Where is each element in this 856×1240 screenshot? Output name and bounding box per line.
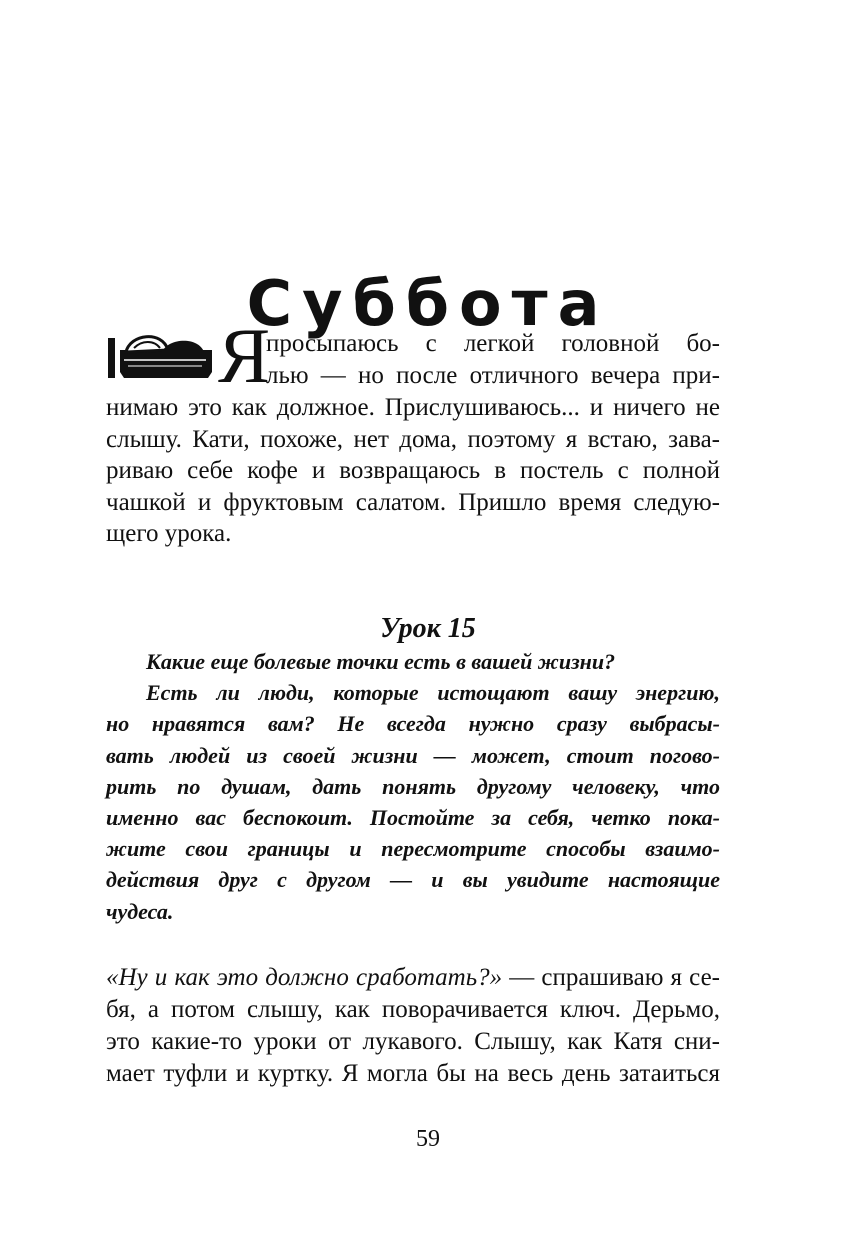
text-line: бя, а потом слышу, как поворачивается ключ. Дерьмо,: [106, 996, 720, 1023]
text-line: но нравятся вам? Не всегда нужно сразу выбрасы-: [106, 711, 720, 737]
text-line: именно вас беспокоит. Постойте за себя, четко пока-: [106, 804, 720, 830]
text-line: чашкой и фруктовым салатом. Пришло время следую-: [106, 488, 720, 516]
text-line: рить по душам, дать понять другому человеку, что: [106, 773, 720, 799]
italic-quote: «Ну и как это должно сработать?»: [106, 964, 503, 991]
text-line: Какие еще болевые точки есть в вашей жизни?: [146, 649, 616, 674]
text-line: просыпаюсь с легкой головной бо-: [266, 330, 720, 357]
continuation-paragraph: [106, 962, 720, 1090]
text-line: [106, 962, 720, 994]
drop-cap: Я: [218, 312, 271, 399]
drop-cap-row: [106, 312, 720, 399]
text-line: Есть ли люди, которые истощают вашу энергию,: [146, 680, 720, 706]
text-line: риваю себе кофе и возвращаюсь в постель с полной: [106, 457, 720, 484]
text-line: это какие-то уроки от лукавого. Слышу, как Катя сни-: [106, 1028, 720, 1055]
page-number: 59: [416, 1126, 440, 1152]
text-line: нимаю это как должное. Прислушиваюсь... и ничего не: [106, 394, 720, 421]
text-line: щего урока.: [106, 520, 232, 547]
text-line: жите свои границы и пересмотрите способы взаимо-: [106, 836, 720, 862]
text-fragment: — спрашиваю я се-: [502, 964, 720, 991]
opening-paragraph: [106, 312, 720, 550]
lesson-title: Урок 15: [380, 613, 476, 645]
drop-cap-lines: [266, 328, 720, 391]
text-line: чудеса.: [106, 898, 174, 924]
text-line: лью — но после отличного вечера при-: [266, 361, 720, 389]
text-line: слышу. Кати, похоже, нет дома, поэтому я встаю, зава-: [106, 425, 720, 453]
lesson-assignment: [106, 646, 720, 927]
text-line: мает туфли и куртку. Я могла бы на весь день затаиться: [106, 1060, 720, 1087]
text-line: вать людей из своей жизни — может, стоит погово-: [106, 742, 720, 768]
chapter-title: Суббота: [246, 266, 610, 340]
bed-ornament-icon: [106, 330, 216, 380]
text-line: действия друг с другом — и вы увидите настоящие: [106, 867, 720, 893]
